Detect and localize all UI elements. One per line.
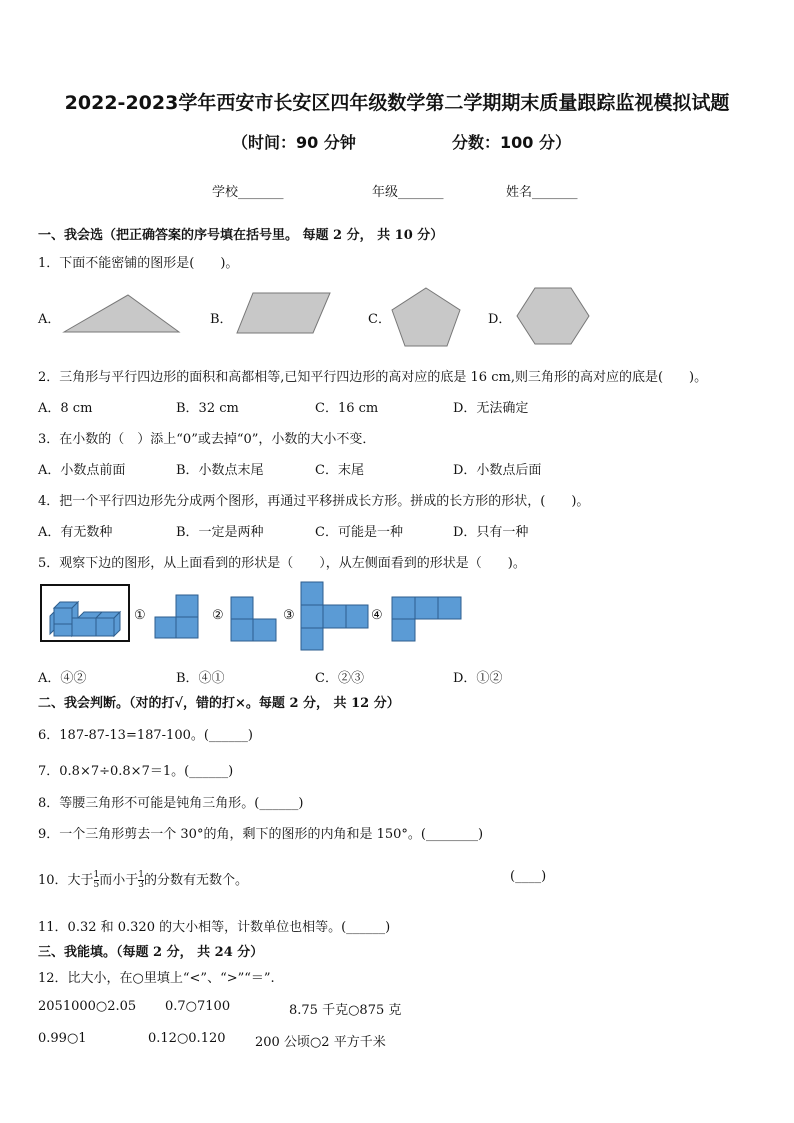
question-7: 7．0.8×7÷0.8×7＝1。(______)	[38, 764, 234, 779]
question-3: 3．在小数的（ ）添上“0”或去掉“0”，小数的大小不变．	[38, 432, 376, 447]
q5-option-c: C．②③	[315, 671, 364, 686]
q3-option-c: C．末尾	[315, 463, 364, 478]
question-11: 11．0.32 和 0.320 的大小相等，计数单位也相等。(______)	[38, 920, 391, 935]
q3-option-a: A．小数点前面	[38, 463, 126, 478]
q3-option-b: B．小数点末尾	[176, 463, 264, 478]
compare-item: 200 公顷○2 平方千米	[255, 1035, 386, 1050]
view-label-1: ①	[134, 608, 146, 623]
question-4: 4．把一个平行四边形先分成两个图形，再通过平移拼成长方形。拼成的长方形的形状，( )。	[38, 494, 590, 509]
q2-option-c: C．16 cm	[315, 401, 379, 416]
question-5: 5．观察下边的图形，从上面看到的形状是（ ），从左侧面看到的形状是（ )。	[38, 556, 526, 571]
triangle-shape	[62, 292, 182, 334]
q2-option-d: D．无法确定	[453, 401, 529, 416]
score-label: 分数：100 分）	[452, 133, 571, 152]
fraction-1-denominator: 5	[93, 880, 100, 890]
cube-figure	[40, 584, 130, 642]
q4-option-a: A．有无数种	[38, 525, 113, 540]
q10-answer-blank[interactable]: (____)	[510, 869, 547, 884]
q1-option-b-label: B．	[210, 312, 233, 327]
q10-part-3: 的分数有无数个。	[144, 873, 249, 888]
q10-part-1: 10．大于	[38, 873, 94, 888]
name-field[interactable]: 姓名_______	[506, 185, 578, 200]
compare-item: 0.7○7100	[165, 999, 231, 1014]
question-10	[38, 869, 248, 890]
compare-item: 2051000○2.05	[38, 999, 137, 1014]
parallelogram-shape	[235, 291, 333, 335]
question-2: 2．三角形与平行四边形的面积和高都相等,已知平行四边形的高对应的底是 16 cm,则三角形的高对应的底是( )。	[38, 370, 708, 385]
q2-option-b: B．32 cm	[176, 401, 239, 416]
question-1: 1．下面不能密铺的图形是( )。	[38, 256, 239, 271]
section-2-title: 二、我会判断。（对的打√，错的打×。每题 2 分， 共 12 分）	[38, 696, 400, 711]
view-option-3	[300, 581, 370, 651]
q1-option-a-label: A．	[38, 312, 61, 327]
question-12: 12．比大小，在○里填上“<”、“>”“＝”.	[38, 971, 275, 986]
compare-item: 0.12○0.120	[148, 1031, 226, 1046]
view-option-2	[230, 596, 278, 642]
q4-option-c: C．可能是一种	[315, 525, 403, 540]
pentagon-shape	[390, 286, 462, 348]
view-option-4	[391, 596, 463, 642]
grade-field[interactable]: 年级_______	[372, 185, 444, 200]
question-6: 6．187-87-13=187-100。(______)	[38, 728, 254, 743]
q1-option-c-label: C．	[368, 312, 391, 327]
q4-option-b: B．一定是两种	[176, 525, 264, 540]
fraction-1-numerator: 1	[93, 870, 100, 880]
time-label: （时间：90 分钟	[232, 133, 356, 152]
q3-option-d: D．小数点后面	[453, 463, 542, 478]
section-1-title: 一、我会选（把正确答案的序号填在括号里。 每题 2 分， 共 10 分）	[38, 228, 444, 243]
compare-item: 8.75 千克○875 克	[289, 1003, 402, 1018]
q5-option-d: D．①②	[453, 671, 503, 686]
fraction-2-denominator: 3	[138, 880, 145, 890]
view-label-3: ③	[283, 608, 295, 623]
view-label-4: ④	[371, 608, 383, 623]
q4-option-d: D．只有一种	[453, 525, 529, 540]
school-field[interactable]: 学校_______	[212, 185, 284, 200]
compare-item: 0.99○1	[38, 1031, 87, 1046]
fraction-2-numerator: 1	[138, 870, 145, 880]
section-3-title: 三、我能填。（每题 2 分， 共 24 分）	[38, 945, 264, 960]
q2-option-a: A．8 cm	[38, 401, 93, 416]
view-label-2: ②	[212, 608, 224, 623]
view-option-1	[154, 594, 200, 640]
question-9: 9．一个三角形剪去一个 30°的角，剩下的图形的内角和是 150°。(________)	[38, 827, 484, 842]
q5-option-b: B．④①	[176, 671, 225, 686]
page-title: 2022-2023学年西安市长安区四年级数学第二学期期末质量跟踪监视模拟试题	[64, 92, 730, 114]
hexagon-shape	[515, 286, 591, 346]
q5-option-a: A．④②	[38, 671, 87, 686]
q1-option-d-label: D．	[488, 312, 512, 327]
question-8: 8．等腰三角形不可能是钝角三角形。(______)	[38, 796, 304, 811]
q10-part-2: 而小于	[99, 873, 139, 888]
